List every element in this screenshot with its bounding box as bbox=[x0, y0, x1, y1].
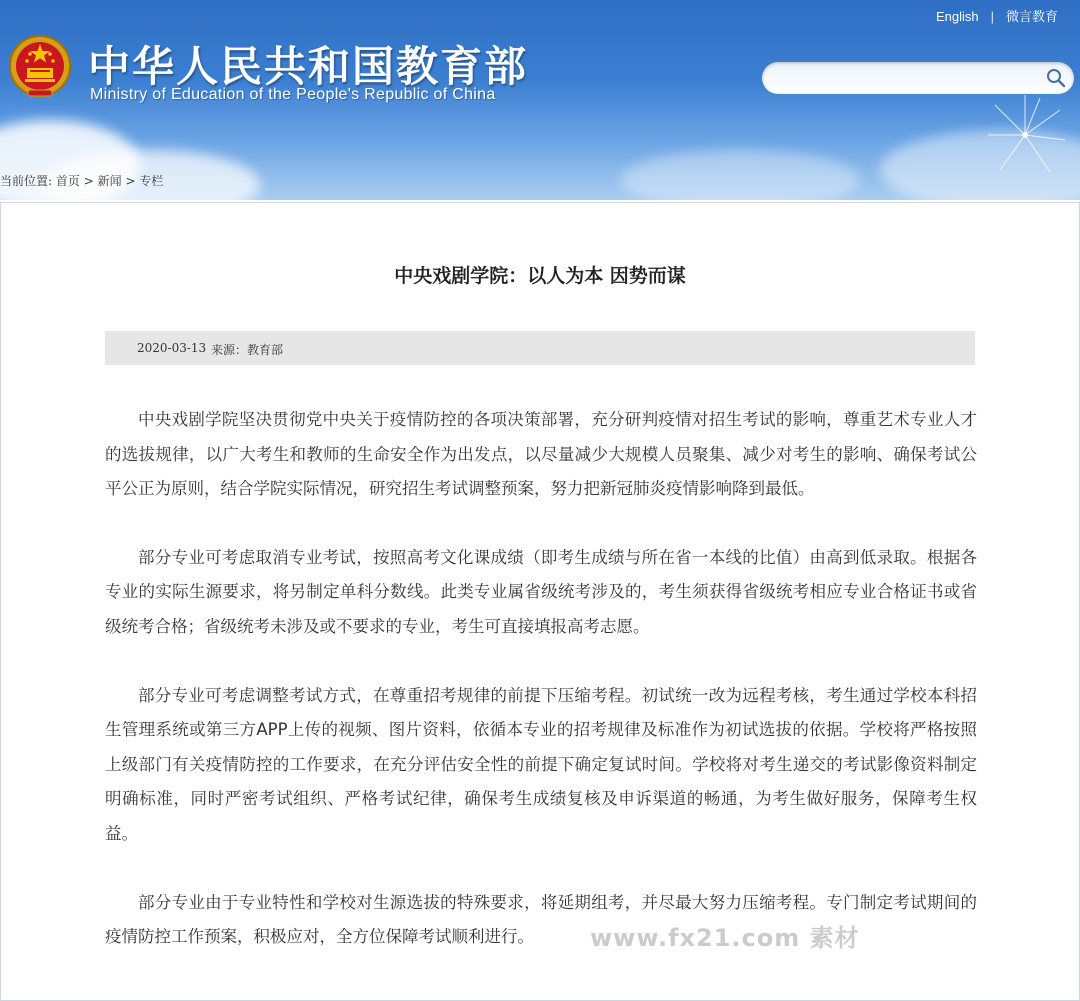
breadcrumb bbox=[0, 172, 163, 189]
dandelion-decoration-icon bbox=[980, 90, 1070, 180]
search-icon[interactable] bbox=[1046, 68, 1066, 88]
site-header bbox=[0, 0, 1080, 200]
site-title: 中华人民共和国教育部 bbox=[88, 42, 529, 91]
breadcrumb-column[interactable]: 专栏 bbox=[139, 174, 164, 188]
top-links bbox=[936, 6, 1058, 25]
search-input[interactable] bbox=[776, 68, 1040, 90]
article-paragraph: 部分专业可考虑调整考试方式，在尊重招考规律的前提下压缩考程。初试统一改为远程考核，考生通过学校本科招生管理系统或第三方APP上传的视频、图片资料，依循本专业的招考规律及标准作为初试选拔的依据。学校将严格按照上级部门有关疫情防控的工作要求，在充分评估安全性的前提下确定复试时间。学校将对考生递交的考试影像资料制定明确标准，同时严密考试组织、严格考试纪律，确保考生成绩复核及申诉渠道的畅通，为考生做好服务，保障考生权益。 bbox=[105, 685, 977, 843]
article-title: 中央戏剧学院：以人为本 因势而谋 bbox=[394, 265, 686, 287]
breadcrumb-separator: > bbox=[125, 174, 136, 188]
weiyan-jiaoyu-link[interactable]: 微言教育 bbox=[1005, 9, 1058, 24]
article-source: 来源：教育部 bbox=[211, 343, 284, 357]
article-paragraph: 部分专业可考虑取消专业考试，按照高考文化课成绩（即考生成绩与所在省一本线的比值）由高到低录取。根据各专业的实际生源要求，将另制定单科分数线。此类专业属省级统考涉及的，考生须获得省级统考相应专业合格证书或省级统考合格；省级统考未涉及或不要求的专业，考生可直接填报高考志愿。 bbox=[105, 547, 977, 636]
english-link[interactable]: English bbox=[935, 9, 979, 24]
breadcrumb-home[interactable]: 首页 bbox=[55, 174, 80, 188]
article-body bbox=[105, 403, 977, 989]
national-emblem-icon bbox=[8, 34, 72, 100]
article-paragraph: 部分专业由于专业特性和学校对生源选拔的特殊要求，将延期组考，并尽最大努力压缩考程。专门制定考试期间的疫情防控工作预案，积极应对，全方位保障考试顺利进行。 bbox=[105, 892, 977, 947]
breadcrumb-prefix: 当前位置: bbox=[0, 174, 53, 188]
breadcrumb-news[interactable]: 新闻 bbox=[97, 174, 122, 188]
article-date: 2020-03-13 bbox=[137, 341, 207, 355]
link-divider: | bbox=[990, 9, 994, 24]
article-container bbox=[0, 202, 1080, 1001]
site-subtitle: Ministry of Education of the People's Republic of China bbox=[90, 86, 496, 103]
search-box[interactable] bbox=[762, 62, 1074, 94]
breadcrumb-separator: > bbox=[83, 174, 94, 188]
header-cloud bbox=[620, 150, 860, 200]
article-meta-bar bbox=[105, 331, 975, 365]
article-paragraph: 中央戏剧学院坚决贯彻党中央关于疫情防控的各项决策部署，充分研判疫情对招生考试的影响，尊重艺术专业人才的选拔规律，以广大考生和教师的生命安全作为出发点，以尽量减少大规模人员聚集、减少对考生的影响、确保考试公平公正为原则，结合学院实际情况，研究招生考试调整预案，努力把新冠肺炎疫情影响降到最低。 bbox=[105, 410, 977, 499]
watermark: www.fx21.com 素材 bbox=[590, 924, 860, 952]
